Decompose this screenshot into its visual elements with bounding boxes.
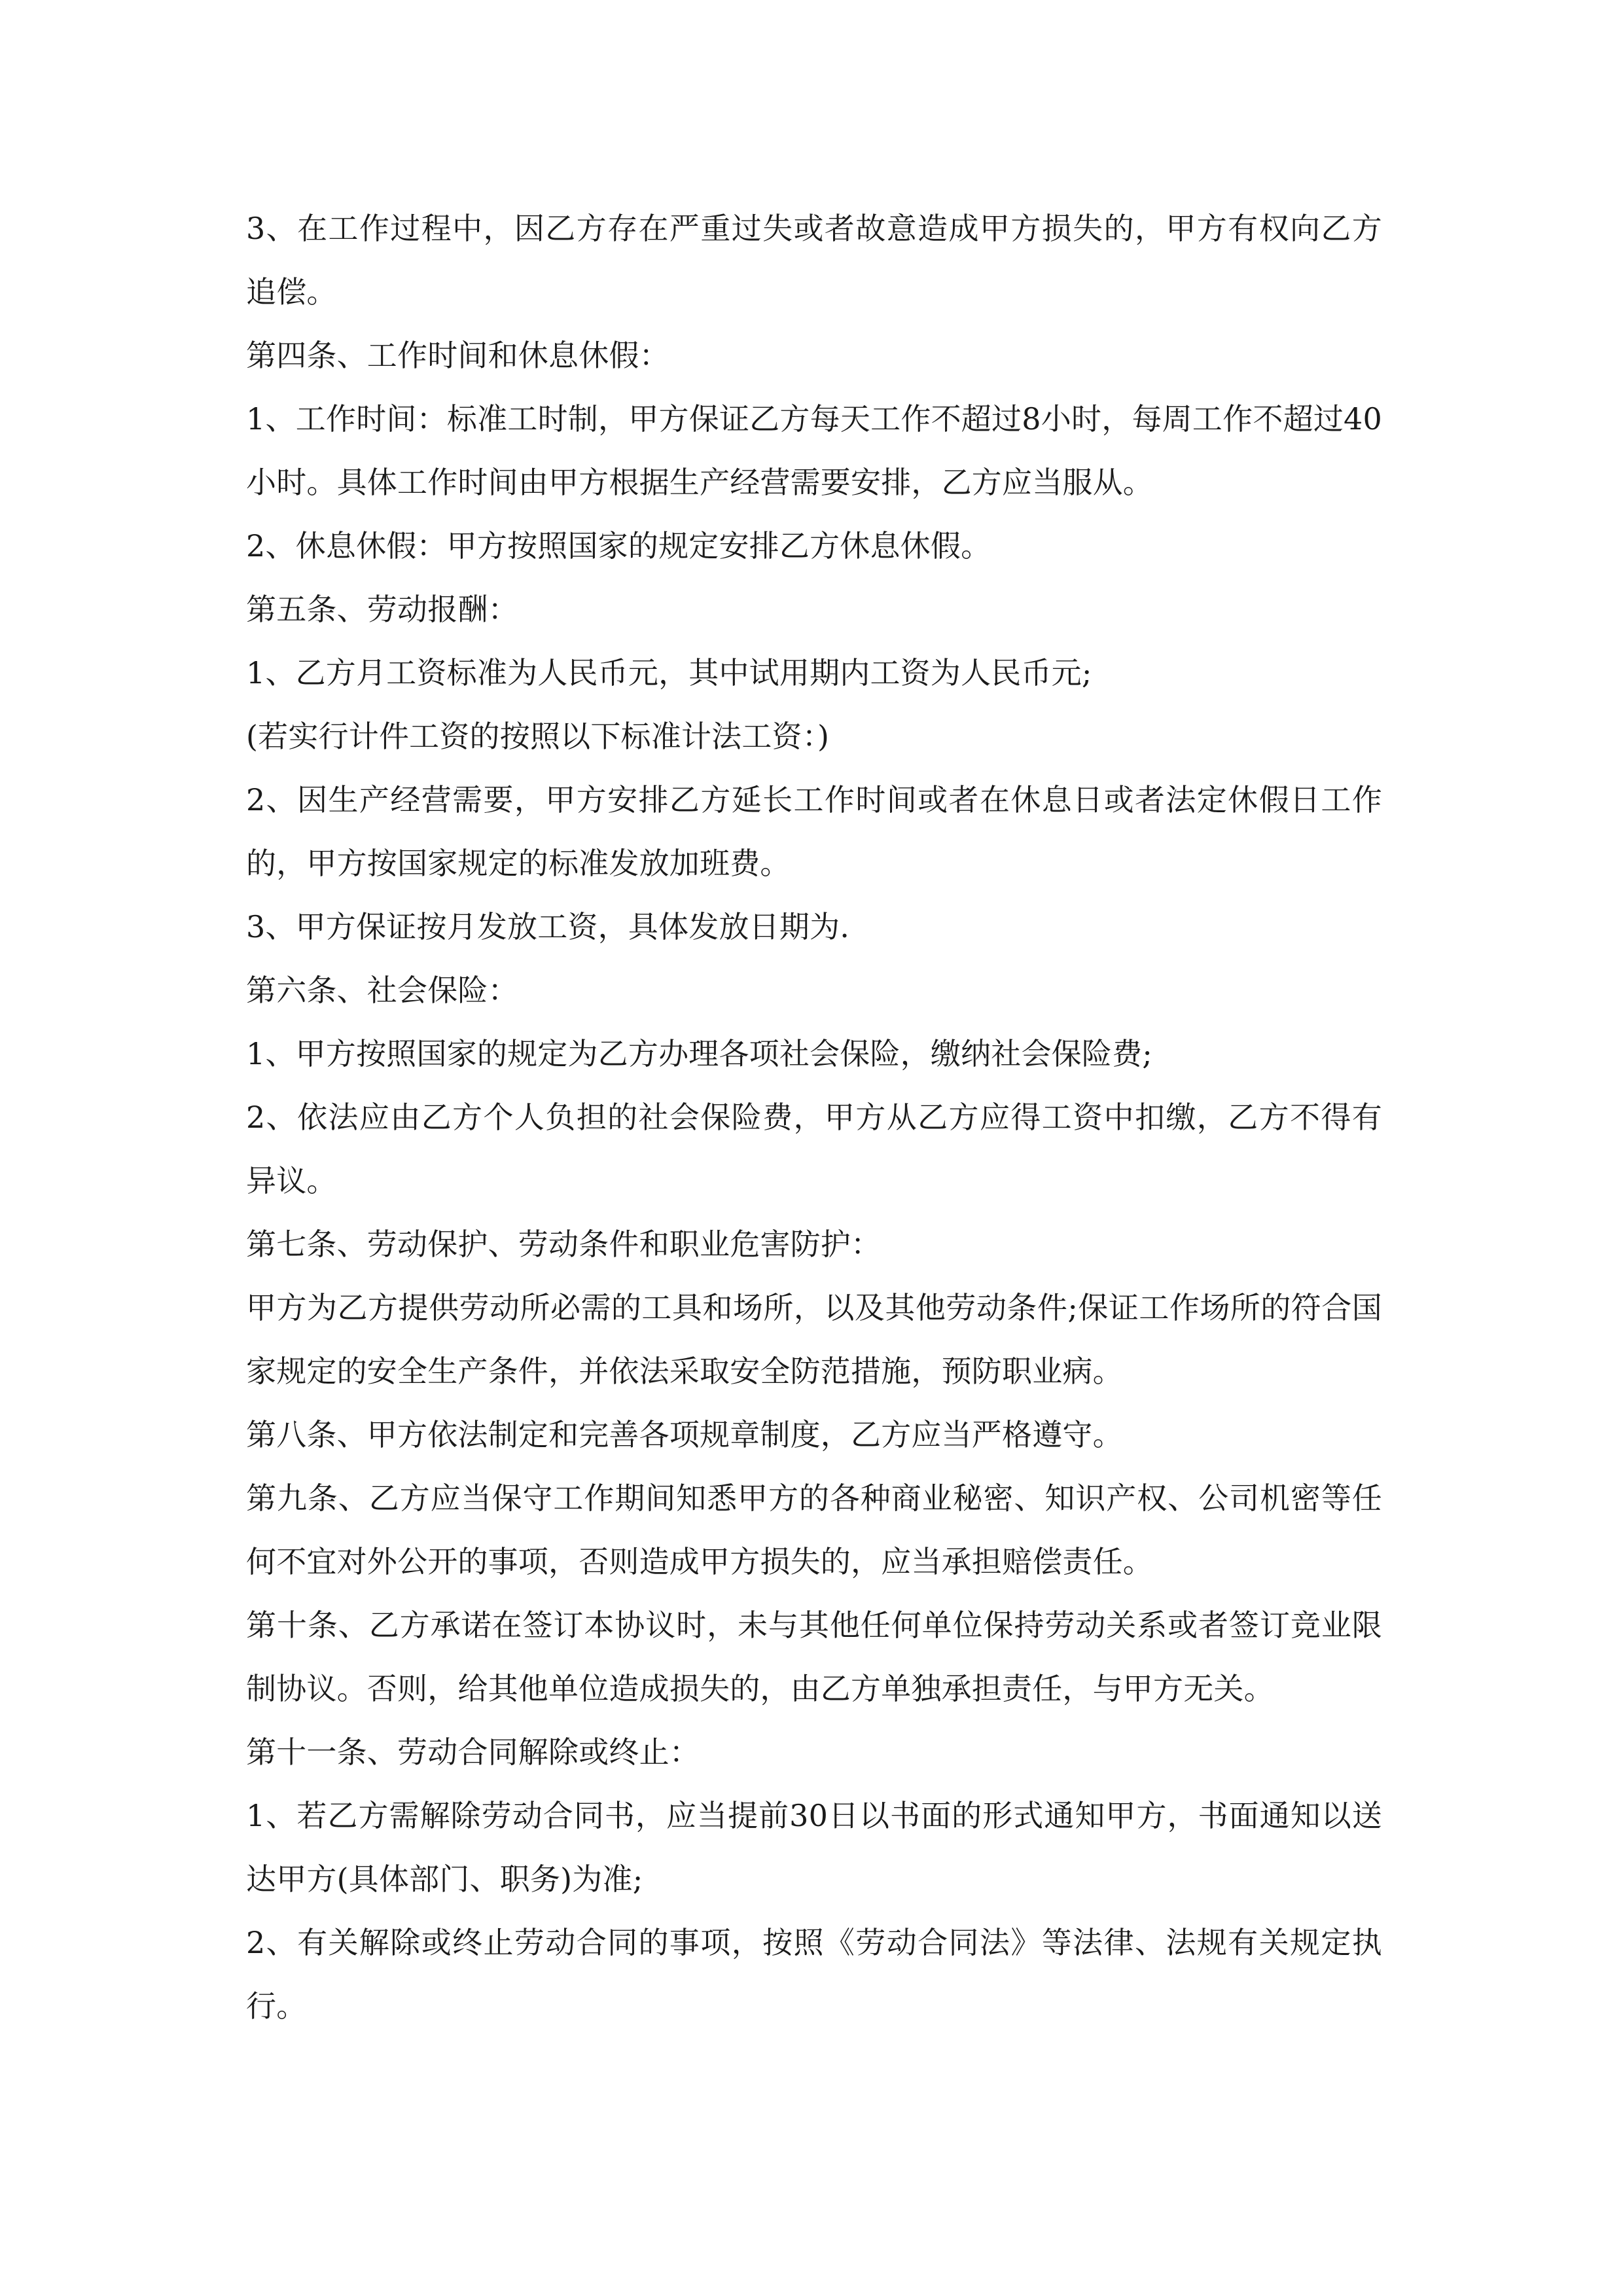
paragraph-clause-6-1: 1、甲方按照国家的规定为乙方办理各项社会保险，缴纳社会保险费; xyxy=(246,1036,1152,1071)
paragraph-clause-3-3: 3、在工作过程中，因乙方存在严重过失或者故意造成甲方损失的，甲方有权向乙方追偿。 xyxy=(246,211,1382,310)
paragraph-article-10: 第十条、乙方承诺在签订本协议时，未与其他任何单位保持劳动关系或者签订竞业限制协议。否则，给其他单位造成损失的，由乙方单独承担责任，与甲方无关。 xyxy=(246,1607,1382,1706)
heading-article-5: 第五条、劳动报酬： xyxy=(246,592,518,627)
heading-article-6: 第六条、社会保险： xyxy=(246,973,518,1008)
paragraph-article-9: 第九条、乙方应当保守工作期间知悉甲方的各种商业秘密、知识产权、公司机密等任何不宜对外公开的事项，否则造成甲方损失的，应当承担赔偿责任。 xyxy=(246,1480,1382,1579)
paragraph-clause-5-3: 3、甲方保证按月发放工资，具体发放日期为. xyxy=(246,909,850,944)
heading-article-4: 第四条、工作时间和休息休假： xyxy=(246,338,669,373)
paragraph-clause-4-2: 2、休息休假：甲方按照国家的规定安排乙方休息休假。 xyxy=(246,528,991,564)
document-body xyxy=(246,197,1382,2038)
heading-article-7: 第七条、劳动保护、劳动条件和职业危害防护： xyxy=(246,1227,882,1262)
paragraph-clause-11-2: 2、有关解除或终止劳动合同的事项，按照《劳动合同法》等法律、法规有关规定执行。 xyxy=(246,1925,1382,2024)
paragraph-article-8: 第八条、甲方依法制定和完善各项规章制度，乙方应当严格遵守。 xyxy=(246,1417,1123,1452)
paragraph-clause-5-note: (若实行计件工资的按照以下标准计法工资：) xyxy=(246,719,830,754)
heading-article-11: 第十一条、劳动合同解除或终止： xyxy=(246,1734,700,1770)
paragraph-clause-4-1: 1、工作时间：标准工时制，甲方保证乙方每天工作不超过8小时，每周工作不超过40小时。具体工作时间由甲方根据生产经营需要安排，乙方应当服从。 xyxy=(246,401,1382,500)
paragraph-clause-5-2: 2、因生产经营需要，甲方安排乙方延长工作时间或者在休息日或者法定休假日工作的，甲方按国家规定的标准发放加班费。 xyxy=(246,782,1382,881)
paragraph-clause-11-1: 1、若乙方需解除劳动合同书，应当提前30日以书面的形式通知甲方，书面通知以送达甲方(具体部门、职务)为准; xyxy=(246,1798,1382,1897)
paragraph-article-7-body: 甲方为乙方提供劳动所必需的工具和场所，以及其他劳动条件;保证工作场所的符合国家规定的安全生产条件，并依法采取安全防范措施，预防职业病。 xyxy=(246,1290,1382,1389)
paragraph-clause-6-2: 2、依法应由乙方个人负担的社会保险费，甲方从乙方应得工资中扣缴，乙方不得有异议。 xyxy=(246,1100,1382,1198)
paragraph-clause-5-1: 1、乙方月工资标准为人民币元，其中试用期内工资为人民币元; xyxy=(246,655,1092,691)
